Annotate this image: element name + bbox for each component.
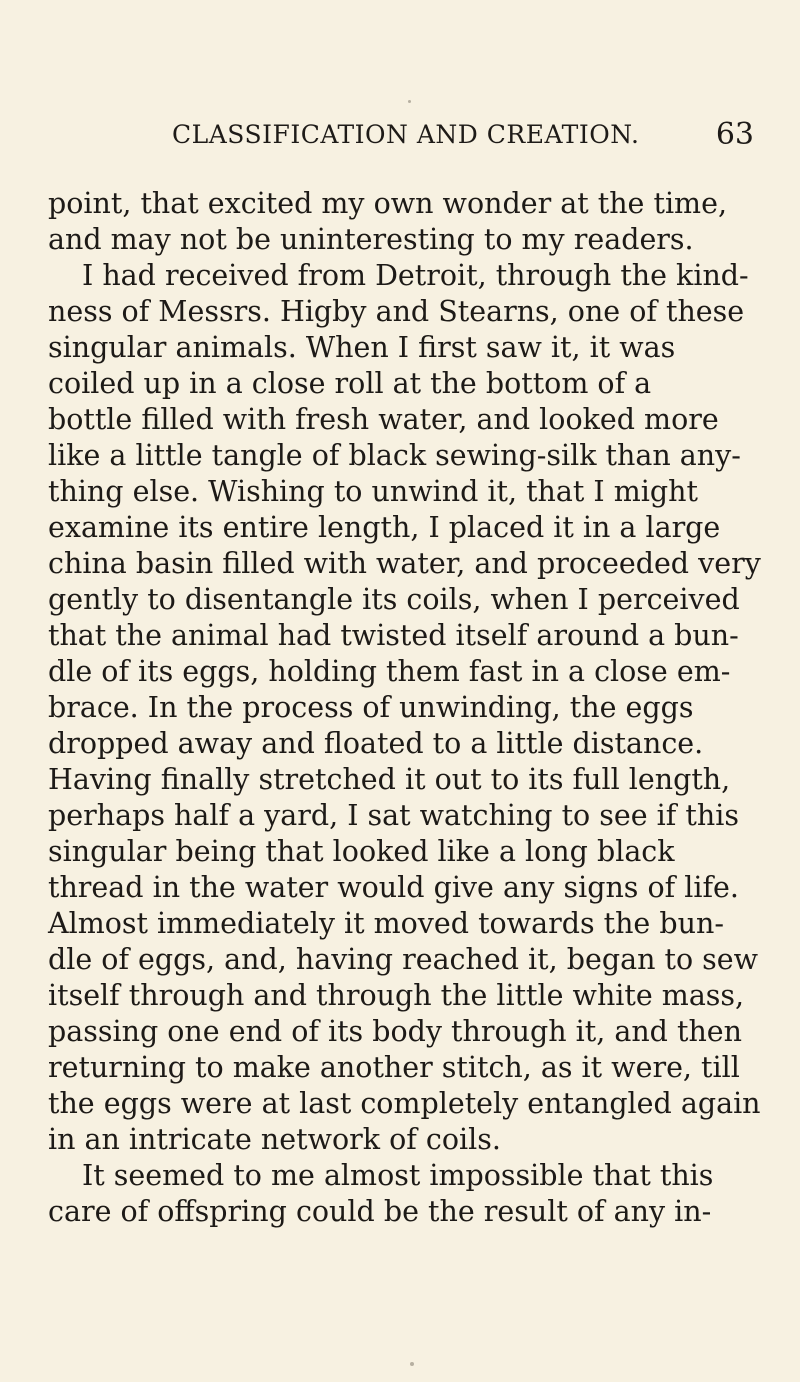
running-head: CLASSIFICATION AND CREATION. [172, 120, 640, 149]
body-text [48, 186, 761, 1230]
text-line: It seemed to me almost impossible that this [82, 1159, 714, 1192]
paper-speck [410, 1362, 414, 1366]
text-line: thread in the water would give any signs of life. [48, 871, 739, 904]
text-line: like a little tangle of black sewing-silk than any- [48, 439, 741, 472]
text-line: china basin filled with water, and proceeded very [48, 547, 761, 580]
text-line: I had received from Detroit, through the kind- [82, 259, 749, 292]
text-line: thing else. Wishing to unwind it, that I might [48, 475, 698, 508]
text-line: gently to disentangle its coils, when I perceived [48, 583, 740, 616]
text-line: in an intricate network of coils. [48, 1123, 501, 1156]
text-line: and may not be uninteresting to my readers. [48, 223, 694, 256]
text-line: Having finally stretched it out to its full length, [48, 763, 731, 796]
text-line: dle of its eggs, holding them fast in a close em- [48, 655, 731, 688]
text-line: that the animal had twisted itself around a bun- [48, 619, 739, 652]
paper-speck [408, 100, 411, 103]
text-line: ness of Messrs. Higby and Stearns, one of these [48, 295, 745, 328]
text-line: itself through and through the little white mass, [48, 979, 745, 1012]
text-line: bottle filled with fresh water, and looked more [48, 403, 719, 436]
text-line: the eggs were at last completely entangled again [48, 1087, 761, 1120]
text-line: singular being that looked like a long black [48, 835, 675, 868]
text-line: singular animals. When I first saw it, it was [48, 331, 676, 364]
text-line: brace. In the process of unwinding, the eggs [48, 691, 694, 724]
text-line: point, that excited my own wonder at the time, [48, 187, 728, 220]
text-line: examine its entire length, I placed it in a large [48, 511, 721, 544]
text-line: dropped away and floated to a little distance. [48, 727, 704, 760]
text-line: Almost immediately it moved towards the bun- [48, 907, 724, 940]
page-header [48, 117, 754, 164]
page-number: 63 [715, 117, 754, 152]
text-line: perhaps half a yard, I sat watching to see if this [48, 799, 739, 832]
text-line: dle of eggs, and, having reached it, began to sew [48, 943, 759, 976]
text-line: care of offspring could be the result of any in- [48, 1195, 712, 1228]
text-line: returning to make another stitch, as it were, till [48, 1051, 740, 1084]
text-line: coiled up in a close roll at the bottom of a [48, 367, 652, 400]
text-line: passing one end of its body through it, and then [48, 1015, 743, 1048]
